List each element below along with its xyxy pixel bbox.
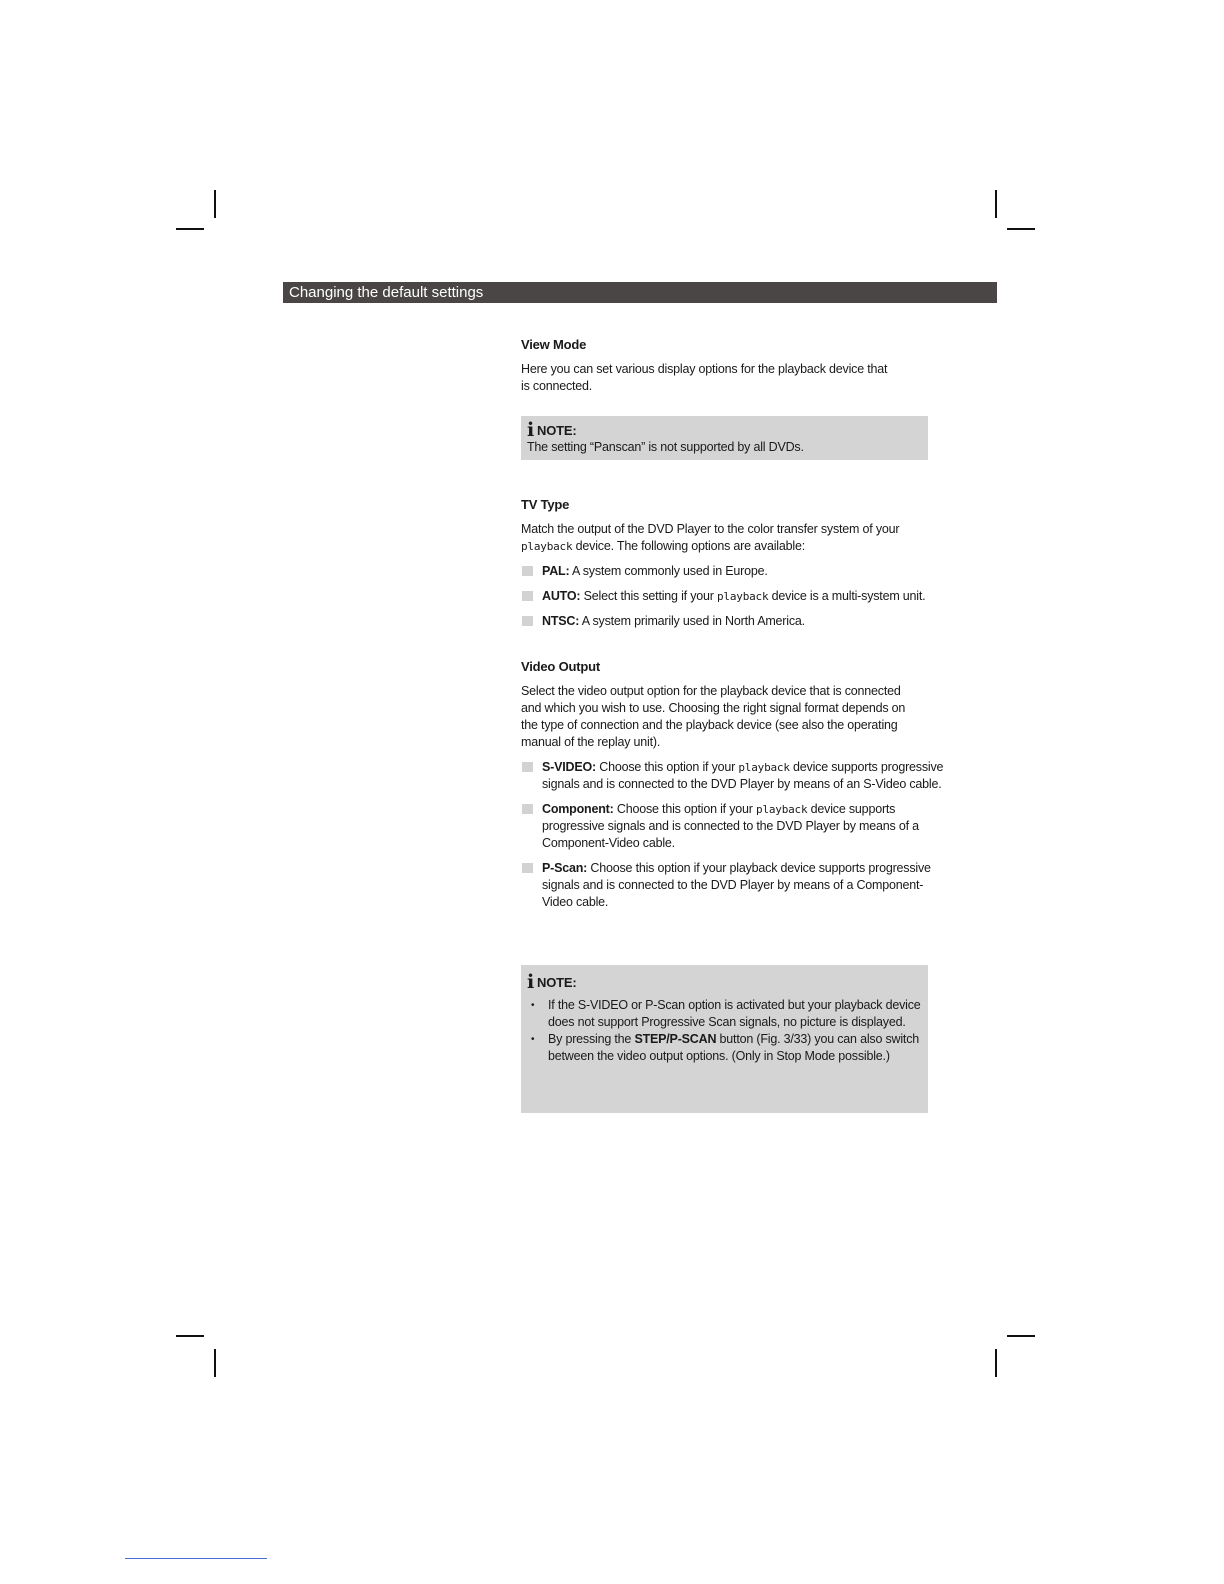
note-box-video-output: [521, 965, 928, 1113]
option-text: Select this setting if your: [580, 589, 717, 603]
bullet-dot: •: [531, 1034, 535, 1045]
note-item-bold: STEP/P-SCAN: [634, 1032, 717, 1046]
option-label: Component:: [542, 802, 614, 816]
crop-mark: [1007, 1335, 1035, 1337]
bullet-square-icon: [522, 804, 533, 814]
main-content: [521, 336, 951, 1113]
option-mono: playback: [756, 803, 808, 816]
option-mono: playback: [717, 590, 769, 603]
note-label: NOTE:: [537, 423, 577, 438]
footer-rule: [125, 1558, 267, 1559]
note-title: [527, 421, 922, 439]
section-header: Changing the default settings: [283, 282, 997, 303]
crop-mark: [214, 190, 216, 218]
option-text: A system primarily used in North America.: [579, 614, 805, 628]
crop-mark: [214, 1349, 216, 1377]
option-label: PAL:: [542, 564, 570, 578]
note-item-text-end: button (Fig. 3/33) you can also switch between the video output options. (Only in Stop Mode possible.): [548, 1032, 920, 1063]
note-box-panscan: [521, 416, 928, 460]
option-pal: [521, 563, 951, 580]
option-auto: [521, 588, 951, 605]
bullet-square-icon: [522, 863, 533, 873]
crop-mark: [176, 1335, 204, 1337]
crop-mark: [995, 1349, 997, 1377]
note-item-text: If the S-VIDEO or P-Scan option is activated but your playback device does not support Progressive Scan signals, no picture is displayed.: [548, 998, 921, 1029]
option-label: P-Scan:: [542, 861, 588, 875]
video-output-options: [521, 759, 951, 911]
note-item: [527, 1031, 922, 1065]
note-text: The setting “Panscan” is not supported by all DVDs.: [527, 440, 804, 454]
option-mono: playback: [738, 761, 790, 774]
option-component: [521, 801, 951, 852]
tv-type-intro-text: Match the output of the DVD Player to the color transfer system of your: [521, 522, 900, 536]
video-output-heading: Video Output: [521, 659, 600, 674]
bullet-square-icon: [522, 616, 533, 626]
note-title: [527, 973, 922, 991]
option-label: S-VIDEO:: [542, 760, 596, 774]
bullet-square-icon: [522, 762, 533, 772]
crop-mark: [176, 228, 204, 230]
info-icon: i: [527, 971, 535, 993]
option-text-end: device supports progressive signals and is connected to the DVD Player by means of a Component-Video cable.: [542, 802, 919, 850]
option-label: NTSC:: [542, 614, 580, 628]
note-item-text: By pressing the: [548, 1032, 635, 1046]
option-text: Choose this option if your: [595, 760, 739, 774]
option-text-end: device supports progressive signals and is connected to the DVD Player by means of an S-Video cable.: [542, 760, 944, 791]
option-label: AUTO:: [542, 589, 581, 603]
option-text: Choose this option if your: [613, 802, 757, 816]
view-mode-text: Here you can set various display options for the playback device that is connected.: [521, 362, 888, 393]
bullet-square-icon: [522, 566, 533, 576]
note-label: NOTE:: [537, 975, 577, 990]
crop-mark: [1007, 228, 1035, 230]
option-text: A system commonly used in Europe.: [569, 564, 768, 578]
note-bullets: [527, 997, 922, 1065]
option-p-scan: [521, 860, 951, 911]
crop-mark: [995, 190, 997, 218]
option-s-video: [521, 759, 951, 793]
view-mode-heading: View Mode: [521, 337, 587, 352]
option-text: Choose this option if your playback device supports progressive signals and is connected to the DVD Player by means of a Component-Video cable.: [542, 861, 931, 909]
tv-type-intro: [521, 521, 941, 555]
bullet-square-icon: [522, 591, 533, 601]
option-text-end: device is a multi-system unit.: [768, 589, 926, 603]
tv-type-options: [521, 563, 951, 630]
note-item: [527, 997, 922, 1031]
tv-type-intro-text-end: device. The following options are available:: [572, 539, 805, 553]
option-ntsc: [521, 613, 951, 630]
tv-type-heading: TV Type: [521, 497, 570, 512]
bullet-dot: •: [531, 1000, 535, 1011]
info-icon: i: [527, 419, 535, 441]
tv-type-intro-mono: playback: [521, 540, 573, 553]
video-output-intro: Select the video output option for the playback device that is connected and which you wish to use. Choosing the right signal format depends on the type of connection and the playback device (see also the operating manual of the replay unit).: [521, 684, 906, 749]
